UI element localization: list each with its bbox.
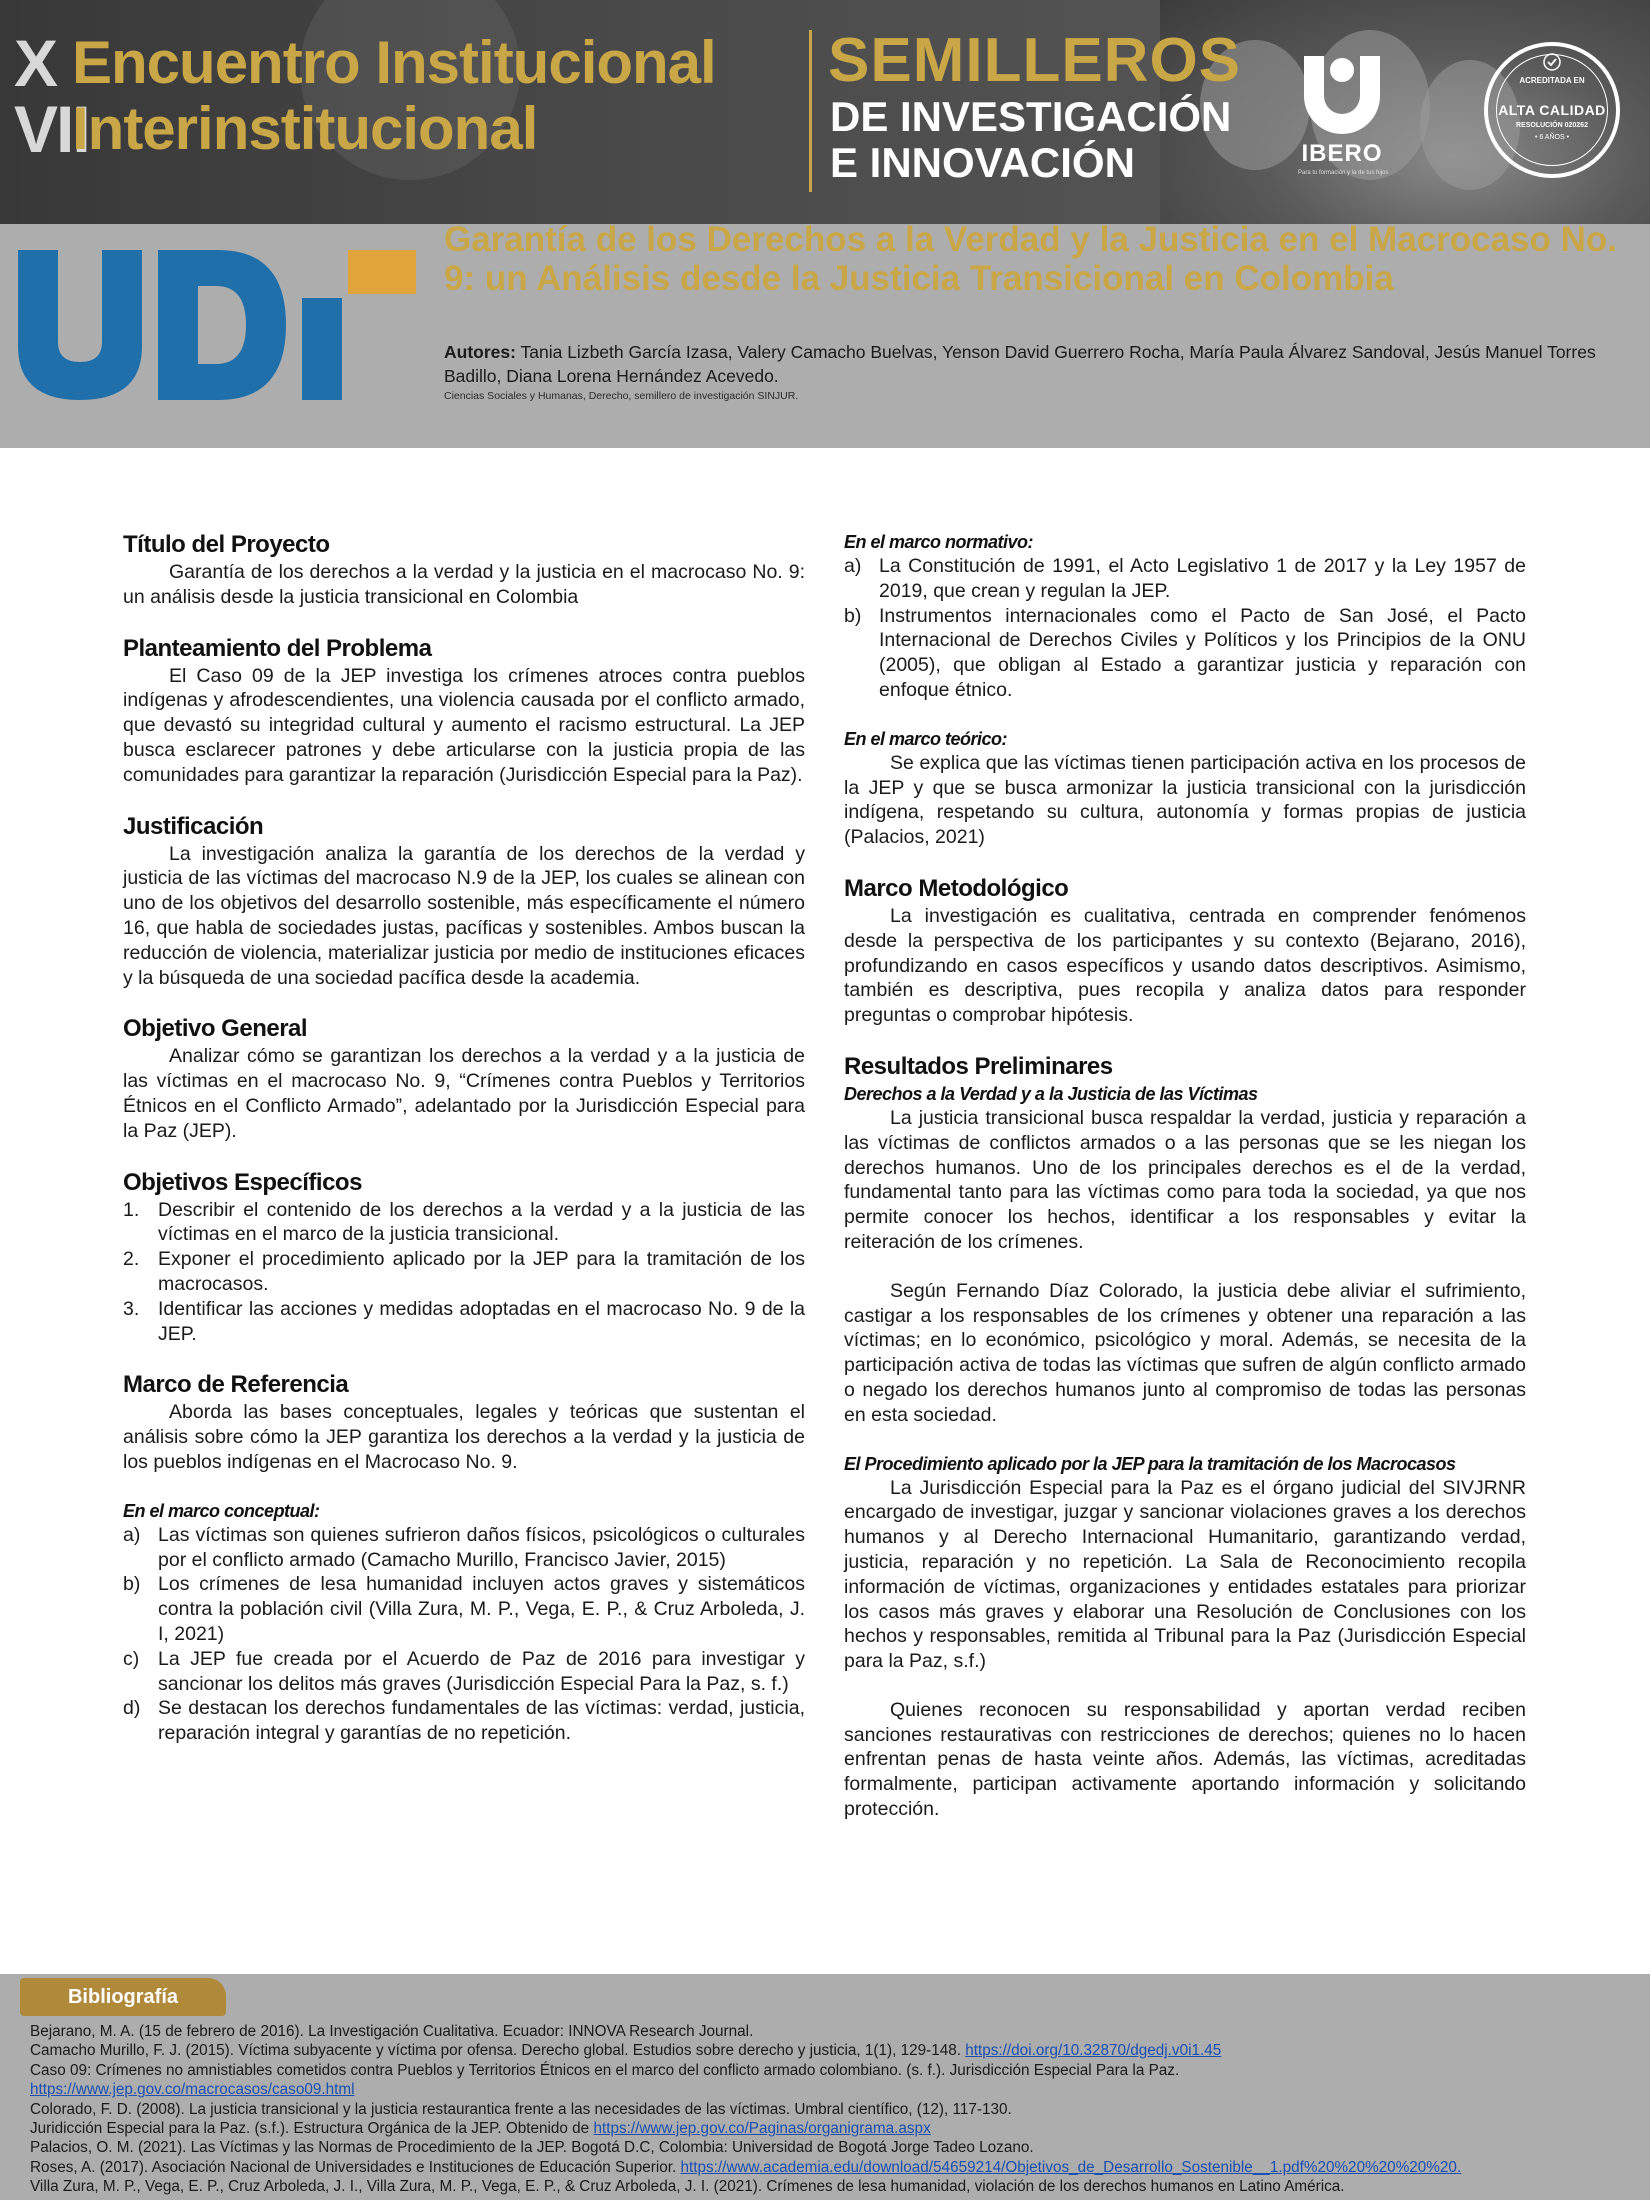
- bib-text: Camacho Murillo, F. J. (2015). Víctima subyacente y víctima por ofensa. Derecho global. Estudios sobre derecho y justicia, 1(1), 129-148.: [30, 2042, 966, 2060]
- seal-line-3: RESOLUCIÓN 020262: [1516, 122, 1588, 129]
- right-column: [844, 530, 1526, 1822]
- section-heading: Justificación: [123, 812, 264, 840]
- bib-text: Roses, A. (2017). Asociación Nacional de Universidades e Instituciones de Educación Superior.: [30, 2158, 681, 2176]
- list-marker: 2.: [123, 1248, 140, 1271]
- seal-line-4: • 6 AÑOS •: [1534, 134, 1570, 141]
- specific-objectives-list: [123, 1198, 805, 1347]
- subsection-heading: En el marco normativo:: [844, 532, 1034, 552]
- ibero-tagline: Para tu formación y la de tus hijos: [1298, 170, 1389, 176]
- list-text: Se destacan los derechos fundamentales de las víctimas: verdad, justicia, reparación integral y garantías de no repetición.: [158, 1697, 805, 1745]
- bib-link[interactable]: https://www.academia.edu/download/54659214/Objetivos_de_Desarrollo_Sostenible__1.pdf%20%20%20%20%20.: [680, 2158, 1462, 2176]
- list-marker: c): [123, 1647, 140, 1670]
- section-heading: Marco de Referencia: [123, 1371, 349, 1399]
- check-badge-icon: [1542, 52, 1562, 72]
- list-marker: a): [123, 1523, 141, 1546]
- section-text: El Caso 09 de la JEP investiga los crímenes atroces contra pueblos indígenas y afrodescendientes, una violencia causada por el conflicto armado, que devastó su integridad cultural y aumento el racismo estructural. La JEP busca esclarecer patrones y debe articularse con la justicia propia de las comunidades para garantizar la reparación (Jurisdicción Especial para la Paz).: [123, 664, 805, 786]
- event-name: [72, 30, 716, 162]
- list-marker: b): [844, 604, 862, 627]
- bib-entry: [30, 2119, 1640, 2138]
- section-text: Se explica que las víctimas tienen participación activa en los procesos de la JEP y que se busca armonizar la justicia transicional con la jurisdicción indígena, respetando su cultura, autonomía y formas propias de justicia (Palacios, 2021): [844, 751, 1526, 849]
- list-item: [123, 1247, 805, 1297]
- list-item: [123, 1647, 805, 1697]
- event-banner: [0, 0, 1650, 224]
- section-text: La Jurisdicción Especial para la Paz es el órgano judicial del SIVJRNR encargado de investigar, juzgar y sancionar violaciones graves a los derechos humanos y al Derecho Internacional Humanitario, garantizando verdad, justicia, reparación y no repetición. La Sala de Reconocimiento recopila información de víctimas, organizaciones y entidades estatales para priorizar los casos más graves y elaborar una Resolución de Conclusiones con los hechos y responsables, remitida al Tribunal para la Paz (Jurisdicción Especial para la Paz, s.f.): [844, 1476, 1526, 1673]
- accreditation-seal: [1484, 42, 1620, 178]
- list-item: [123, 1572, 805, 1646]
- bib-text: Villa Zura, M. P., Vega, E. P., Cruz Arboleda, J. I., Villa Zura, M. P., Vega, E. P., & Cruz Arboleda, J. I. (2021). Crímenes de lesa humanidad, violación de los derechos humanos en Latino América.: [30, 2178, 1345, 2196]
- bibliography-label: Bibliografía: [20, 1978, 226, 2016]
- research-innovation-heading: [830, 94, 1231, 186]
- list-text: La JEP fue creada por el Acuerdo de Paz de 2016 para investigar y sancionar los delitos más graves (Jurisdicción Especial Para la Paz, s. f.): [158, 1647, 805, 1695]
- subsection-heading: El Procedimiento aplicado por la JEP para la tramitación de los Macrocasos: [844, 1453, 1456, 1474]
- list-text: Los crímenes de lesa humanidad incluyen actos graves y sistemáticos contra la población civil (Villa Zura, M. P., Vega, E. P., & Cruz Arboleda, J. I, 2021): [158, 1573, 805, 1645]
- ibero-logo-icon: [1300, 48, 1384, 138]
- bib-entry: [30, 2177, 1640, 2196]
- list-text: Identificar las acciones y medidas adoptadas en el macrocaso No. 9 de la JEP.: [158, 1297, 805, 1345]
- list-item: [123, 1523, 805, 1573]
- bib-link[interactable]: https://doi.org/10.32870/dgedj.v0i1.45: [965, 2042, 1222, 2060]
- subsection-heading: En el marco conceptual:: [123, 1500, 320, 1521]
- event-line: Interinstitucional: [72, 95, 538, 162]
- bib-text: Juridicción Especial para la Paz. (s.f.). Estructura Orgánica de la JEP. Obtenido de: [30, 2120, 594, 2138]
- list-marker: b): [123, 1573, 141, 1596]
- list-text: Instrumentos internacionales como el Pacto de San José, el Pacto Internacional de Derechos Civiles y Políticos y los Principios de la ONU (2005), que obligan al Estado a garantizar justicia y reparación con enfoque étnico.: [879, 604, 1526, 701]
- event-line: Encuentro Institucional: [72, 29, 716, 96]
- section-text: La investigación analiza la garantía de los derechos de la verdad y justicia de las víctimas del macrocaso N.9 de la JEP, los cuales se alinean con uno de los objetivos del desarrollo sostenible, más específicamente el número 16, que habla de sociedades justas, pacíficas y sostenibles. Ambos buscan la reducción de violencia, materializar justicia por medio de instituciones eficaces y la búsqueda de una sociedad pacífica desde la academia.: [123, 842, 805, 989]
- conceptual-framework-list: [123, 1523, 805, 1746]
- list-marker: a): [844, 555, 862, 577]
- section-heading: Marco Metodológico: [844, 874, 1069, 902]
- bib-entry: [30, 2158, 1640, 2177]
- bib-link[interactable]: https://www.jep.gov.co/macrocasos/caso09.html: [30, 2081, 355, 2099]
- list-item: [123, 1198, 805, 1248]
- list-text: Exponer el procedimiento aplicado por la JEP para la tramitación de los macrocasos.: [158, 1248, 805, 1295]
- list-marker: 3.: [123, 1297, 140, 1320]
- list-item: [844, 554, 1526, 604]
- section-heading: Planteamiento del Problema: [123, 634, 432, 662]
- ibero-logo: [1298, 48, 1389, 176]
- bib-entry: [30, 2022, 1640, 2041]
- bib-text: Bejarano, M. A. (15 de febrero de 2016). La Investigación Cualitativa. Ecuador: INNOVA Research Journal.: [30, 2023, 754, 2040]
- section-text: La investigación es cualitativa, centrada en comprender fenómenos desde la perspectiva de los participantes y su contexto (Bejarano, 2016), profundizando en casos específicos y usando datos descriptivos. Asimismo, también es descriptiva, pues recopila y analiza datos para responder preguntas o comprobar hipótesis.: [844, 904, 1526, 1027]
- bib-text: Caso 09: Crímenes no amnistiables cometidos contra Pueblos y Territorios Étnicos en el marco del conflicto armado colombiano. (s. f.). Jurisdicción Especial Para la Paz.: [30, 2061, 1180, 2079]
- bib-text: Palacios, O. M. (2021). Las Víctimas y las Normas de Procedimiento de la JEP. Bogotá D.C, Colombia: Universidad de Bogotá Jorge Tadeo Lozano.: [30, 2139, 1034, 2157]
- list-item: [123, 1297, 805, 1347]
- bib-entry: [30, 2138, 1640, 2157]
- ibero-name: IBERO: [1301, 140, 1383, 167]
- bib-entry: [30, 2080, 1640, 2099]
- header-divider: [809, 30, 812, 192]
- section-text: Aborda las bases conceptuales, legales y teóricas que sustentan el análisis sobre cómo la JEP garantiza los derechos a la verdad y la justicia de los pueblos indígenas en el Macrocaso No. 9.: [123, 1401, 805, 1473]
- list-marker: d): [123, 1697, 141, 1720]
- section-text: Analizar cómo se garantizan los derechos a la verdad y a la justicia de las víctimas en el macrocaso No. 9, “Crímenes contra Pueblos y Territorios Étnicos en el Conflicto Armado”, adelantado por la Jurisdicción Especial para la Paz (JEP).: [123, 1045, 805, 1142]
- authors: [444, 340, 1634, 388]
- section-text: La justicia transicional busca respaldar la verdad, justicia y reparación a las víctimas de conflictos armados o a las personas que se les niegan los derechos humanos. Uno de los principales derechos es el de la verdad, fundamental tanto para las víctimas como para toda la sociedad, ya que nos permite conocer los hechos, identificar a los responsables y evitar la reiteración de los crímenes.: [844, 1106, 1526, 1253]
- list-marker: 1.: [123, 1198, 140, 1221]
- subsection-heading: Derechos a la Verdad y a la Justicia de las Víctimas: [844, 1083, 1258, 1104]
- poster-title: Garantía de los Derechos a la Verdad y la Justicia en el Macrocaso No. 9: un Análisis desde la Justicia Transicional en Colombia: [444, 220, 1617, 298]
- section-heading: Resultados Preliminares: [844, 1052, 1113, 1080]
- roman-line: X: [14, 26, 57, 100]
- section-heading: Objetivos Específicos: [123, 1168, 362, 1196]
- list-text: Describir el contenido de los derechos a la verdad y a la justicia de las víctimas en el marco de la justicia transicional.: [158, 1198, 805, 1246]
- bib-entry: [30, 2041, 1640, 2060]
- subtitle-line: E INNOVACIÓN: [830, 139, 1135, 186]
- section-heading: Título del Proyecto: [123, 531, 330, 558]
- semilleros-heading: SEMILLEROS: [828, 26, 1242, 95]
- section-text: Garantía de los derechos a la verdad y la justicia en el macrocaso No. 9: un análisis desde la justicia transicional en Colombia: [123, 561, 805, 608]
- list-text: Las víctimas son quienes sufrieron daños físicos, psicológicos o culturales por el conflicto armado (Camacho Murillo, Francisco Javier, 2015): [158, 1523, 805, 1571]
- seal-line-2: ALTA CALIDAD: [1498, 102, 1606, 118]
- bib-text: Colorado, F. D. (2008). La justicia transicional y la justicia restaurantica frente a las necesidades de las víctimas. Umbral científico, (12), 117-130.: [30, 2100, 1012, 2118]
- seal-line-1: ACREDITADA EN: [1519, 76, 1585, 85]
- authors-label: Autores:: [444, 342, 516, 362]
- bib-link[interactable]: https://www.jep.gov.co/Paginas/organigrama.aspx: [593, 2120, 931, 2138]
- list-item: [844, 604, 1526, 703]
- subtitle-line: DE INVESTIGACIÓN: [830, 93, 1232, 140]
- section-heading: Objetivo General: [123, 1015, 308, 1043]
- affiliation: Ciencias Sociales y Humanas, Derecho, semillero de investigación SINJUR.: [444, 390, 799, 402]
- authors-names: Tania Lizbeth García Izasa, Valery Camacho Buelvas, Yenson David Guerrero Rocha, María Paula Álvarez Sandoval, Jesús Manuel Torres Badillo, Diana Lorena Hernández Acevedo.: [444, 342, 1596, 386]
- list-item: [123, 1696, 805, 1746]
- roman-line: VII: [14, 92, 89, 166]
- section-text: Quienes reconocen su responsabilidad y aportan verdad reciben sanciones restaurativas con restricciones de derechos; quienes no lo hacen enfrentan penas de hasta veinte años. Además, las víctimas, acreditadas formalmente, participan activamente aportando información y solicitando protección.: [844, 1698, 1526, 1821]
- bibliography-list: [30, 2022, 1640, 2197]
- left-column: [123, 530, 805, 1746]
- subsection-heading: En el marco teórico:: [844, 728, 1008, 749]
- section-text: Según Fernando Díaz Colorado, la justicia debe aliviar el sufrimiento, castigar a los responsables de los crímenes y obtener una reparación a las víctimas; en lo económico, psicológico y moral. Además, se necesita de la participación activa de todas las víctimas que sufren de algún conflicto armado o negado los derechos humanos junto al compromiso de todas las personas en esta sociedad.: [844, 1279, 1526, 1426]
- bib-entry: [30, 2100, 1640, 2119]
- udi-logo: [18, 250, 418, 400]
- list-text: La Constitución de 1991, el Acto Legislativo 1 de 2017 y la Ley 1957 de 2019, que crean y regulan la JEP.: [879, 555, 1526, 602]
- normative-framework-list: [844, 554, 1526, 703]
- bib-entry: [30, 2061, 1640, 2080]
